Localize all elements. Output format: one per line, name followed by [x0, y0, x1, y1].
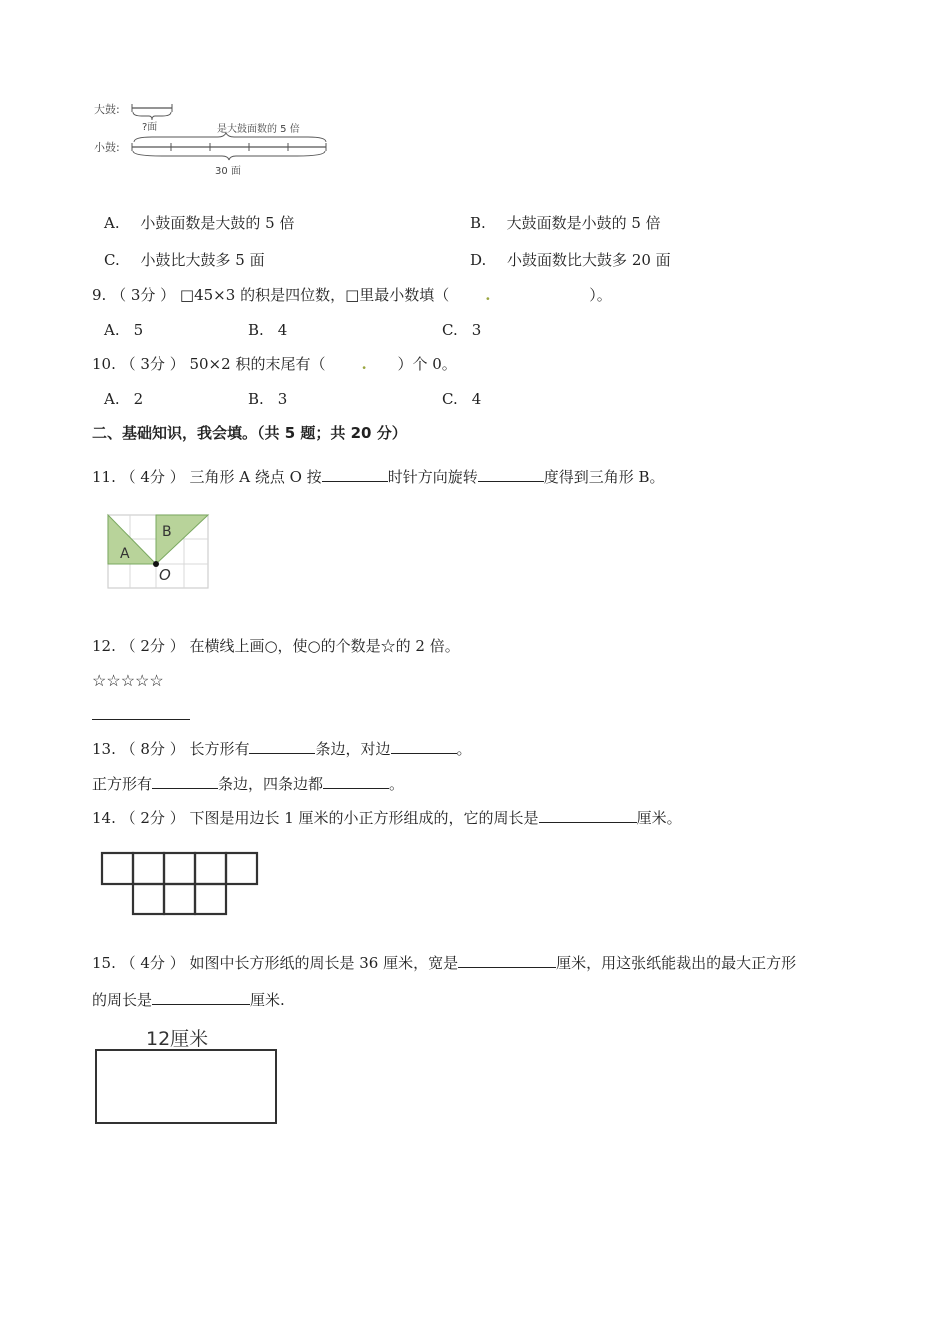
option-text: 3	[471, 321, 482, 339]
question-text: 厘米。	[636, 809, 682, 827]
option-text: 小鼓面数比大鼓多 20 面	[507, 251, 671, 269]
question-stem: 14. （ 2分 ） 下图是用边长 1 厘米的小正方形组成的，它的周长是	[92, 809, 539, 827]
option-letter: B.	[470, 214, 486, 232]
question-text: 条边，四条边都	[218, 775, 324, 793]
rotation-figure	[104, 512, 214, 590]
answer-space[interactable]: .	[485, 286, 491, 304]
option-letter: B.	[248, 390, 264, 408]
question-10	[92, 354, 457, 374]
answer-blank[interactable]	[152, 990, 250, 1005]
question-9	[92, 285, 612, 305]
question-12: 12. （ 2分 ） 在横线上画○，使○的个数是☆的 2 倍。	[92, 637, 460, 655]
answer-blank[interactable]	[539, 808, 637, 823]
q10-option-a[interactable]	[104, 389, 143, 409]
option-text: 3	[277, 390, 288, 408]
q9-option-a[interactable]	[104, 320, 143, 340]
rectangle-paper	[95, 1049, 277, 1124]
question-text: 。	[456, 740, 472, 758]
answer-space[interactable]: .	[361, 355, 367, 373]
option-text: 4	[471, 390, 482, 408]
q9-option-c[interactable]	[442, 320, 481, 340]
option-c[interactable]	[104, 250, 265, 270]
option-text: 2	[133, 390, 144, 408]
question-13	[92, 739, 472, 759]
question-11	[92, 467, 665, 487]
option-letter: A.	[104, 214, 120, 232]
question-text: 条边，对边	[315, 740, 391, 758]
answer-blank[interactable]	[391, 739, 457, 754]
question-stem: 10. （ 3分 ） 50×2 积的末尾有（	[92, 355, 326, 373]
answer-blank[interactable]	[323, 774, 389, 789]
times-note: 是大鼓面数的 5 倍	[217, 124, 300, 135]
option-letter: D.	[470, 251, 487, 269]
question-text: 。	[389, 775, 405, 793]
label-b: B	[162, 524, 172, 540]
answer-blank[interactable]	[249, 739, 315, 754]
small-drum-total: 30 面	[215, 166, 241, 177]
question-stem: 9. （ 3分 ） □45×3 的积是四位数，□里最小数填（	[92, 286, 450, 304]
option-b[interactable]	[470, 213, 661, 233]
question-stem: 13. （ 8分 ） 长方形有	[92, 740, 250, 758]
option-letter: A.	[104, 321, 120, 339]
question-text: 时针方向旋转	[387, 468, 478, 486]
rectangle-length-label: 12厘米	[146, 1028, 209, 1050]
question-text: 厘米，用这张纸能裁出的最大正方形	[556, 954, 797, 972]
question-text: 度得到三角形 B。	[543, 468, 665, 486]
answer-blank[interactable]	[458, 953, 556, 968]
answer-blank[interactable]	[322, 467, 388, 482]
question-15	[92, 953, 796, 973]
question-stem: 15. （ 4分 ） 如图中长方形纸的周长是 36 厘米，宽是	[92, 954, 459, 972]
q9-option-b[interactable]	[248, 320, 287, 340]
section-heading: 二、基础知识，我会填。（共 5 题；共 20 分）	[92, 424, 407, 442]
question-15-line2	[92, 990, 285, 1010]
label-o: O	[159, 566, 171, 584]
option-letter: B.	[248, 321, 264, 339]
option-letter: C.	[104, 251, 120, 269]
label-a: A	[120, 546, 130, 562]
question-close: ）个 0。	[397, 355, 457, 373]
answer-blank[interactable]	[478, 467, 544, 482]
drum-diagram	[92, 98, 332, 182]
option-letter: C.	[442, 390, 458, 408]
q10-option-b[interactable]	[248, 389, 287, 409]
option-text: 5	[133, 321, 144, 339]
drawing-line[interactable]	[92, 718, 190, 720]
big-drum-label: 大鼓:	[94, 103, 120, 116]
answer-blank[interactable]	[152, 774, 218, 789]
big-drum-unknown: ?面	[142, 122, 158, 133]
option-text: 小鼓比大鼓多 5 面	[140, 251, 265, 269]
q10-option-c[interactable]	[442, 389, 481, 409]
question-text: 正方形有	[92, 775, 153, 793]
squares-figure	[98, 850, 260, 918]
question-14	[92, 808, 682, 828]
option-text: 4	[277, 321, 288, 339]
option-letter: C.	[442, 321, 458, 339]
option-a[interactable]	[104, 213, 294, 233]
star-row: ☆☆☆☆☆	[92, 671, 164, 690]
option-text: 大鼓面数是小鼓的 5 倍	[506, 214, 661, 232]
question-text: 的周长是	[92, 991, 153, 1009]
question-13-line2	[92, 774, 404, 794]
option-letter: A.	[104, 390, 120, 408]
option-text: 小鼓面数是大鼓的 5 倍	[140, 214, 295, 232]
question-close: ）。	[589, 286, 612, 304]
small-drum-label: 小鼓:	[94, 141, 120, 154]
option-d[interactable]	[470, 250, 671, 270]
question-text: 厘米.	[250, 991, 285, 1009]
question-stem: 11. （ 4分 ） 三角形 A 绕点 O 按	[92, 468, 322, 486]
